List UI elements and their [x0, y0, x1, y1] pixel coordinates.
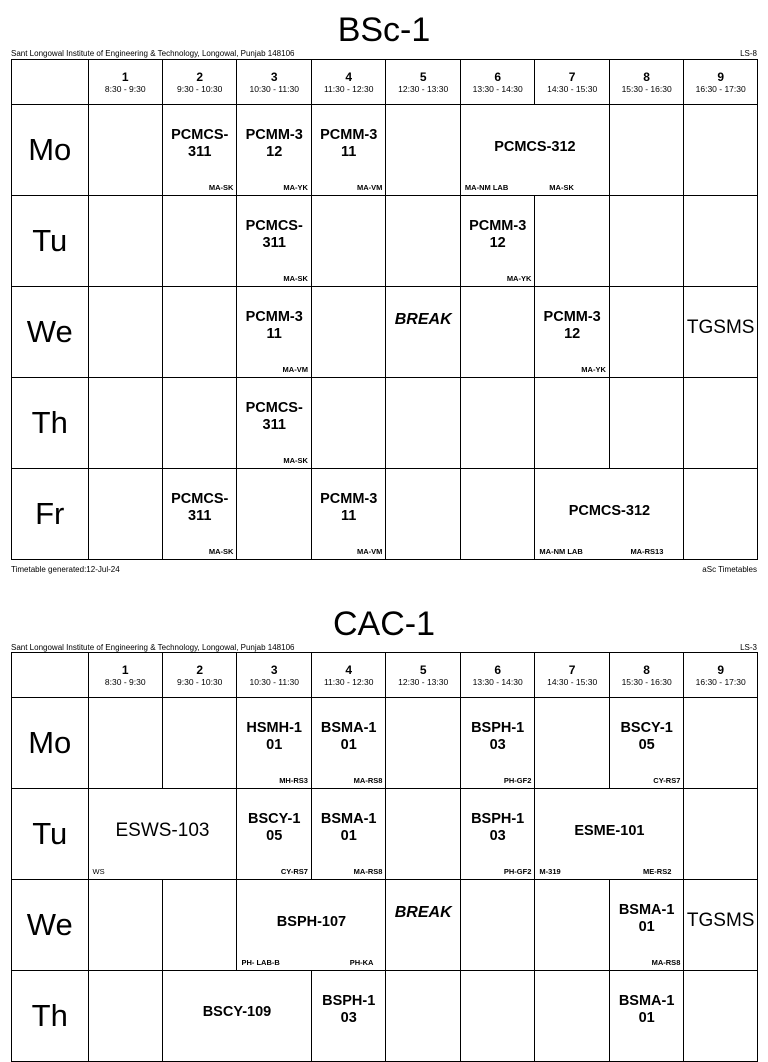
period-header-7: 7 14:30 - 15:30 [535, 653, 609, 698]
slot-empty [88, 971, 162, 1062]
day-row-we [12, 287, 758, 378]
room-label: MA-VM [357, 183, 383, 192]
room-label: MA-SK [208, 183, 234, 192]
slot-empty [162, 880, 236, 971]
subject-code: BSMA-1 01 [320, 720, 377, 753]
class-slot[interactable] [162, 105, 236, 196]
slot-empty [162, 196, 236, 287]
slot-empty [386, 789, 460, 880]
period-header-7: 7 14:30 - 15:30 [535, 60, 609, 105]
corner-cell [12, 653, 89, 698]
room-label: MA-SK [549, 183, 574, 192]
day-row-mo [12, 105, 758, 196]
period-header-4: 4 11:30 - 12:30 [311, 653, 385, 698]
period-header-4: 4 11:30 - 12:30 [311, 60, 385, 105]
slot-empty [684, 196, 758, 287]
room-label: WS [92, 867, 105, 876]
class-slot[interactable] [311, 789, 385, 880]
slot-empty [609, 196, 683, 287]
period-header-5: 5 12:30 - 13:30 [386, 653, 460, 698]
class-slot[interactable] [237, 105, 311, 196]
class-slot[interactable] [609, 880, 683, 971]
slot-empty [535, 378, 609, 469]
class-slot[interactable] [162, 469, 236, 560]
room-label: MA-SK [283, 274, 308, 283]
room-code: LS-3 [740, 643, 757, 652]
day-label: Th [12, 971, 89, 1062]
subject-code: PCMCS- 311 [171, 127, 229, 160]
class-slot[interactable] [684, 287, 758, 378]
subject-code: PCMCS- 311 [245, 400, 303, 433]
slot-empty [609, 287, 683, 378]
room-label: MA-VM [357, 547, 383, 556]
slot-empty [460, 880, 534, 971]
activity-label: TGSMS [686, 317, 755, 338]
period-header-row [12, 60, 758, 105]
subject-code: ESME-101 [574, 823, 645, 839]
subject-code: PCMCS-312 [494, 139, 576, 155]
break-label: BREAK [394, 904, 452, 921]
period-header-8: 8 15:30 - 16:30 [609, 653, 683, 698]
room-label: MA-NM LAB [464, 183, 509, 192]
slot-empty [535, 698, 609, 789]
subject-code: BSCY-1 05 [620, 720, 673, 753]
break-slot [386, 880, 460, 971]
day-label: Fr [12, 469, 89, 560]
period-header-1: 1 8:30 - 9:30 [88, 60, 162, 105]
subject-code: BSPH-1 03 [471, 811, 525, 844]
class-slot[interactable] [460, 698, 534, 789]
subject-code: BSPH-1 03 [322, 993, 376, 1026]
class-slot[interactable] [237, 789, 311, 880]
slot-empty [684, 789, 758, 880]
period-header-row [12, 653, 758, 698]
room-label: MA-YK [506, 274, 532, 283]
slot-empty [460, 287, 534, 378]
slot-empty [460, 469, 534, 560]
room-label: MA-VM [282, 365, 308, 374]
class-slot[interactable] [311, 971, 385, 1062]
subject-code: PCMM-3 11 [320, 491, 378, 524]
room-label: MH-RS3 [279, 776, 308, 785]
timetable-title-bsc: BSc-1 [337, 11, 431, 49]
institute-name: Sant Longowal Institute of Engineering & Technology, Longowal, Punjab 148106 [11, 49, 295, 58]
class-slot[interactable] [535, 789, 684, 880]
slot-empty [609, 105, 683, 196]
subject-code: BSPH-107 [276, 914, 347, 930]
slot-empty [684, 971, 758, 1062]
slot-empty [162, 287, 236, 378]
class-slot[interactable] [88, 789, 237, 880]
period-header-2: 2 9:30 - 10:30 [162, 60, 236, 105]
room-label: PH- LAB-B [241, 958, 280, 967]
slot-empty [88, 378, 162, 469]
slot-empty [237, 469, 311, 560]
slot-empty [386, 196, 460, 287]
slot-empty [311, 287, 385, 378]
slot-empty [386, 698, 460, 789]
room-label: MA-RS8 [651, 958, 681, 967]
class-slot[interactable] [609, 698, 683, 789]
subject-code: BSCY-1 05 [248, 811, 301, 844]
class-slot[interactable] [684, 880, 758, 971]
day-label: We [12, 880, 89, 971]
slot-empty [535, 196, 609, 287]
room-label: PH-GF2 [503, 776, 532, 785]
subject-code: PCMM-3 12 [245, 127, 303, 160]
subject-code: BSMA-1 01 [618, 902, 675, 935]
room-label: MA-SK [208, 547, 234, 556]
day-label: Th [12, 378, 89, 469]
room-label: ME-RS2 [643, 867, 672, 876]
class-slot[interactable] [311, 698, 385, 789]
break-label: BREAK [394, 311, 452, 328]
day-label: Tu [12, 789, 89, 880]
generated-date: Timetable generated:12-Jul-24 [11, 565, 120, 574]
slot-empty [386, 971, 460, 1062]
subject-code: PCMM-3 12 [469, 218, 527, 251]
day-row-th [12, 971, 758, 1062]
subject-code: PCMCS- 311 [171, 491, 229, 524]
class-slot[interactable] [460, 105, 609, 196]
day-row-we [12, 880, 758, 971]
class-slot[interactable] [237, 880, 386, 971]
slot-empty [386, 378, 460, 469]
corner-cell [12, 60, 89, 105]
room-label: MA-NM LAB [539, 547, 583, 556]
class-slot[interactable] [237, 287, 311, 378]
period-header-3: 3 10:30 - 11:30 [237, 653, 311, 698]
room-label: MA-RS13 [630, 547, 664, 556]
subject-code: PCMCS- 311 [245, 218, 303, 251]
slot-empty [386, 105, 460, 196]
room-label: PH-GF2 [503, 867, 532, 876]
subject-code: BSCY-109 [202, 1004, 272, 1020]
class-slot[interactable] [311, 469, 385, 560]
period-header-6: 6 13:30 - 14:30 [460, 653, 534, 698]
class-slot[interactable] [535, 287, 609, 378]
day-label: Mo [12, 698, 89, 789]
day-label: Tu [12, 196, 89, 287]
room-label: MA-YK [581, 365, 606, 374]
slot-empty [88, 698, 162, 789]
period-header-8: 8 15:30 - 16:30 [609, 60, 683, 105]
subject-code: ESWS-103 [115, 820, 210, 841]
slot-empty [311, 196, 385, 287]
slot-empty [535, 971, 609, 1062]
period-header-3: 3 10:30 - 11:30 [237, 60, 311, 105]
day-row-tu [12, 789, 758, 880]
period-header-1: 1 8:30 - 9:30 [88, 653, 162, 698]
slot-empty [535, 880, 609, 971]
timetable-grid-bsc [11, 59, 758, 560]
class-slot[interactable] [162, 971, 311, 1062]
period-header-5: 5 12:30 - 13:30 [386, 60, 460, 105]
break-slot [386, 287, 460, 378]
room-label: M-319 [539, 867, 561, 876]
period-header-2: 2 9:30 - 10:30 [162, 653, 236, 698]
class-slot[interactable] [237, 196, 311, 287]
subject-code: PCMM-3 11 [245, 309, 303, 342]
slot-empty [460, 378, 534, 469]
slot-empty [684, 698, 758, 789]
room-label: MA-YK [283, 183, 308, 192]
slot-empty [386, 469, 460, 560]
subject-code: HSMH-1 01 [246, 720, 302, 753]
class-slot[interactable] [237, 698, 311, 789]
period-header-9: 9 16:30 - 17:30 [684, 60, 758, 105]
slot-empty [609, 378, 683, 469]
room-label: CY-RS7 [653, 776, 681, 785]
day-row-tu [12, 196, 758, 287]
subject-code: PCMCS-312 [568, 503, 651, 519]
day-label: Mo [12, 105, 89, 196]
slot-empty [460, 971, 534, 1062]
room-label: PH-KA [349, 958, 374, 967]
subject-code: BSMA-1 01 [618, 993, 675, 1026]
class-slot[interactable] [460, 789, 534, 880]
class-slot[interactable] [535, 469, 684, 560]
timetable-grid-cac [11, 652, 758, 1062]
day-row-mo [12, 698, 758, 789]
day-row-th [12, 378, 758, 469]
class-slot[interactable] [609, 971, 683, 1062]
class-slot[interactable] [460, 196, 534, 287]
software-credit: aSc Timetables [702, 565, 757, 574]
room-label: CY-RS7 [280, 867, 308, 876]
day-label: We [12, 287, 89, 378]
slot-empty [88, 105, 162, 196]
activity-label: TGSMS [686, 910, 755, 931]
slot-empty [684, 469, 758, 560]
room-label: MA-RS8 [353, 867, 383, 876]
class-slot[interactable] [237, 378, 311, 469]
timetable-title-cac: CAC-1 [332, 605, 436, 643]
subject-code: BSPH-1 03 [471, 720, 525, 753]
slot-empty [88, 287, 162, 378]
period-header-9: 9 16:30 - 17:30 [684, 653, 758, 698]
room-label: MA-SK [283, 456, 308, 465]
day-row-fr [12, 469, 758, 560]
slot-empty [311, 378, 385, 469]
period-header-6: 6 13:30 - 14:30 [460, 60, 534, 105]
slot-empty [684, 378, 758, 469]
slot-empty [162, 378, 236, 469]
class-slot[interactable] [311, 105, 385, 196]
institute-name: Sant Longowal Institute of Engineering & Technology, Longowal, Punjab 148106 [11, 643, 295, 652]
slot-empty [88, 880, 162, 971]
room-label: MA-RS8 [353, 776, 383, 785]
slot-empty [162, 698, 236, 789]
room-code: LS-8 [740, 49, 757, 58]
slot-empty [684, 105, 758, 196]
subject-code: BSMA-1 01 [320, 811, 377, 844]
subject-code: PCMM-3 11 [320, 127, 378, 160]
slot-empty [88, 469, 162, 560]
slot-empty [88, 196, 162, 287]
subject-code: PCMM-3 12 [543, 309, 601, 342]
